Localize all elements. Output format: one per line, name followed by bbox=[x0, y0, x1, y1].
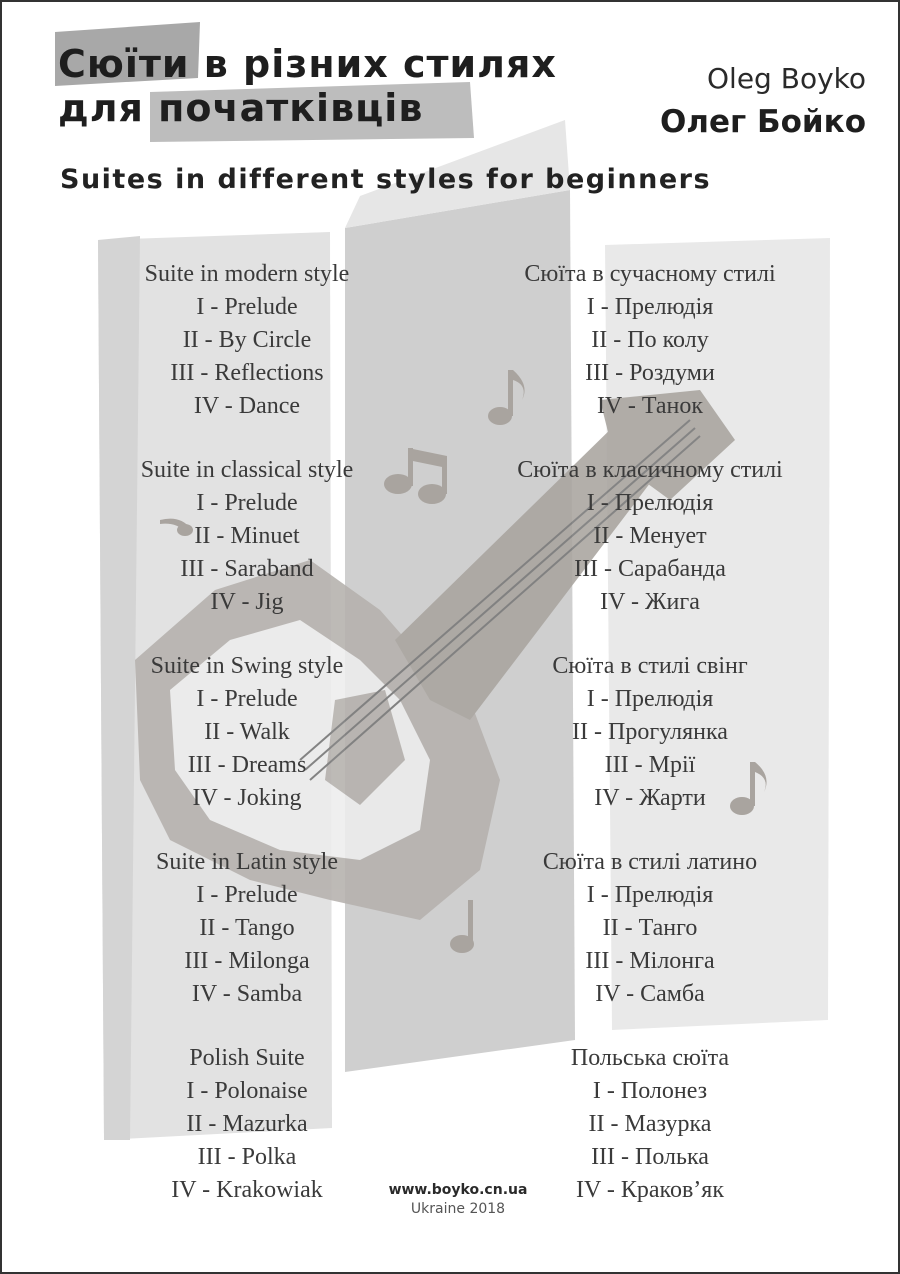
suite-block bbox=[460, 846, 840, 1042]
author-name-ukrainian: Олег Бойко bbox=[659, 104, 866, 140]
movement: II - Tango bbox=[199, 915, 295, 941]
suite-title: Сюїта в класичному стилі bbox=[517, 457, 783, 483]
suite-title: Polish Suite bbox=[189, 1045, 305, 1071]
movement: III - Мілонга bbox=[585, 948, 715, 974]
movement: IV - Жига bbox=[600, 589, 700, 615]
movement: IV - Краков’як bbox=[575, 1177, 724, 1203]
movement: II - Mazurka bbox=[186, 1111, 308, 1137]
movement: II - Minuet bbox=[194, 523, 300, 549]
suite-block bbox=[57, 454, 437, 650]
suite-block bbox=[57, 846, 437, 1042]
movement: IV - Dance bbox=[193, 393, 301, 419]
movement: III - Reflections bbox=[170, 360, 324, 386]
title-line-2: для початківців bbox=[58, 86, 424, 130]
movement: IV - Krakowiak bbox=[171, 1177, 323, 1203]
movement: IV - Жарти bbox=[594, 785, 706, 811]
movement: III - Сарабанда bbox=[574, 556, 726, 582]
movement: I - Прелюдія bbox=[586, 686, 714, 712]
author-name-english: Oleg Boyko bbox=[707, 62, 866, 95]
suite-title: Польська сюїта bbox=[570, 1045, 730, 1071]
movement: I - Polonaise bbox=[186, 1078, 308, 1104]
suite-title: Suite in modern style bbox=[144, 261, 350, 287]
movement: I - Prelude bbox=[196, 490, 298, 516]
movement: III - Polka bbox=[197, 1144, 297, 1170]
suite-title: Сюїта в стилі свінг bbox=[552, 653, 748, 679]
movement: II - По колу bbox=[591, 327, 709, 353]
website-link[interactable]: www.boyko.cn.ua bbox=[388, 1182, 528, 1198]
movement: III - Полька bbox=[591, 1144, 709, 1170]
suite-title: Suite in Latin style bbox=[156, 849, 338, 875]
movement: II - Менует bbox=[593, 523, 707, 549]
suite-block bbox=[460, 258, 840, 454]
movement: IV - Самба bbox=[595, 981, 705, 1007]
movement: III - Milonga bbox=[184, 948, 310, 974]
movement: II - Танго bbox=[602, 915, 698, 941]
place-year: Ukraine 2018 bbox=[410, 1201, 506, 1217]
suite-title: Сюїта в сучасному стилі bbox=[524, 261, 776, 287]
movement: III - Saraband bbox=[180, 556, 314, 582]
movement: I - Полонез bbox=[592, 1078, 708, 1104]
suite-block bbox=[460, 650, 840, 846]
movement: IV - Samba bbox=[191, 981, 303, 1007]
english-suites-column bbox=[57, 258, 437, 1238]
movement: IV - Jig bbox=[210, 589, 284, 615]
suite-block bbox=[460, 454, 840, 650]
suite-title: Suite in Swing style bbox=[150, 653, 344, 679]
suite-block bbox=[57, 258, 437, 454]
movement: III - Мрії bbox=[604, 752, 696, 778]
movement: IV - Танок bbox=[596, 393, 704, 419]
suite-block bbox=[57, 650, 437, 846]
movement: II - Прогулянка bbox=[572, 719, 728, 745]
movement: I - Prelude bbox=[196, 686, 298, 712]
movement: IV - Joking bbox=[192, 785, 302, 811]
movement: III - Dreams bbox=[187, 752, 307, 778]
movement: II - By Circle bbox=[182, 327, 312, 353]
ukrainian-suites-column bbox=[460, 258, 840, 1238]
movement: I - Прелюдія bbox=[586, 882, 714, 908]
suite-title: Сюїта в стилі латино bbox=[542, 849, 758, 875]
movement: II - Мазурка bbox=[588, 1111, 712, 1137]
movement: I - Prelude bbox=[196, 294, 298, 320]
suite-title: Suite in classical style bbox=[140, 457, 354, 483]
subtitle: Suites in different styles for beginners bbox=[60, 164, 712, 195]
title-line-1: Сюїти в різних стилях bbox=[58, 42, 557, 86]
movement: II - Walk bbox=[204, 719, 290, 745]
movement: I - Прелюдія bbox=[586, 294, 714, 320]
movement: I - Прелюдія bbox=[586, 490, 714, 516]
movement: III - Роздуми bbox=[585, 360, 715, 386]
movement: I - Prelude bbox=[196, 882, 298, 908]
